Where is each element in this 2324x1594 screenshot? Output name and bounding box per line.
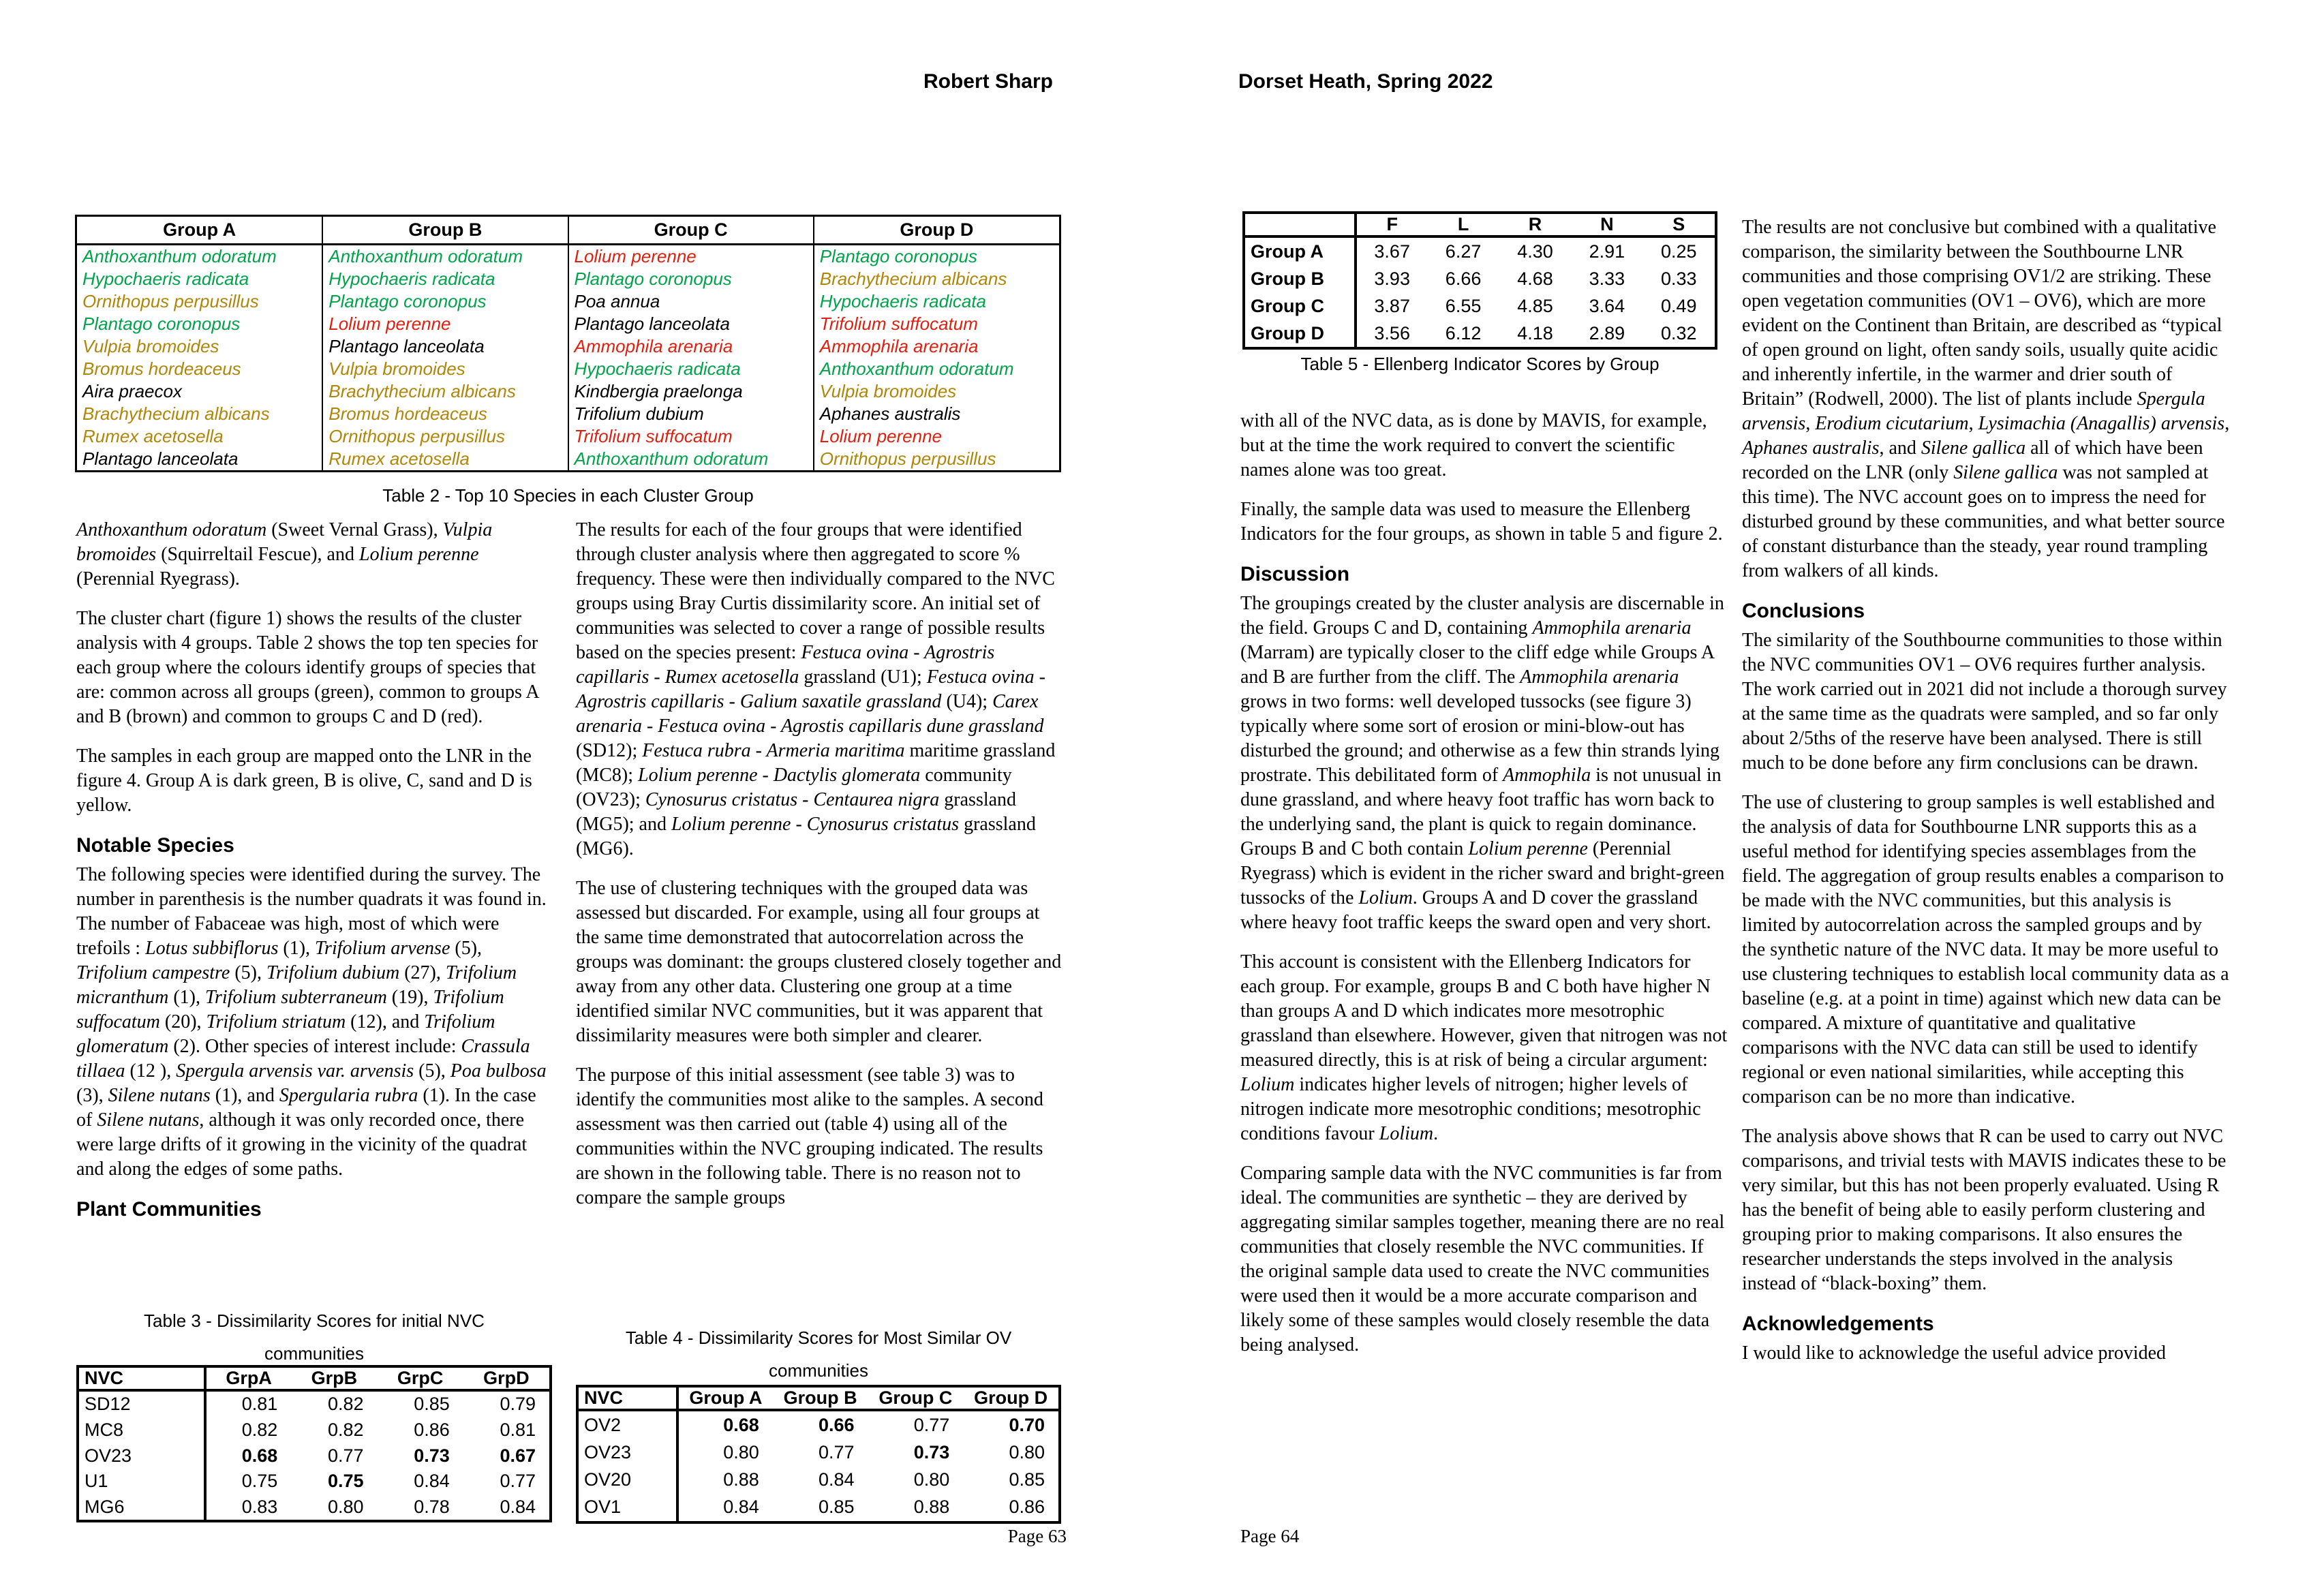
table-row bbox=[579, 1439, 1058, 1467]
value-cell: 0.77 bbox=[500, 1471, 536, 1492]
species-row bbox=[77, 425, 1059, 448]
column-header: S bbox=[1643, 214, 1715, 236]
value-cell: 4.18 bbox=[1517, 322, 1553, 343]
row-label: Group A bbox=[1245, 236, 1356, 265]
table-2-caption: Table 2 - Top 10 Species in each Cluster Group bbox=[382, 485, 754, 506]
table-row bbox=[579, 1467, 1058, 1494]
species-cell: Trifolium dubium bbox=[568, 403, 814, 425]
paragraph: The analysis above shows that R can be used to carry out NVC comparisons, and trivial tests with MAVIS indicates these to be very similar, but this has not been properly evaluated. Using R has the benefit of being able to easily perform clustering and grouping prior to making comparisons. It also ensures the researcher understands the steps involved in the analysis instead of “black-boxing” them. bbox=[1742, 1126, 2227, 1294]
row-label: Group D bbox=[1245, 320, 1356, 347]
value-cell: 0.25 bbox=[1661, 241, 1697, 262]
row-label: OV20 bbox=[579, 1467, 677, 1494]
table-row bbox=[1245, 292, 1715, 320]
value-cell: 0.84 bbox=[818, 1469, 855, 1490]
value-cell: 4.30 bbox=[1517, 241, 1553, 262]
species-cell: Hypochaeris radicata bbox=[322, 268, 568, 290]
paragraph: The results are not conclusive but combined with a qualitative comparison, the similarity between the Southbourne LNR communities and those comprising OV1/2 are striking. These open vegetation communities (OV1 – OV6), which are more evident on the Continent than Britain, are described as “typical of open ground on light, often sandy soils, usually quite acidic and inherently infertile, in the warmer and drier south of Britain” (Rodwell, 2000). The list of plants include Spergula arvensis, Erodium cicutarium, Lysimachia (Anagallis) arvensis, Aphanes australis, and Silene gallica all of which have been recorded on the LNR (only Silene gallica was not sampled at this time). The NVC account goes on to impress the need for disturbed ground by these communities, and what better source of constant disturbance than the steady, year round trampling from walkers of all kinds. bbox=[1742, 217, 2230, 581]
row-label: OV1 bbox=[579, 1494, 677, 1521]
table-row bbox=[1245, 320, 1715, 347]
table-3-caption bbox=[76, 1304, 552, 1370]
table-4-dissimilarity-ov bbox=[576, 1385, 1061, 1524]
page-number-63: Page 63 bbox=[1007, 1526, 1067, 1546]
species-cell: Hypochaeris radicata bbox=[814, 290, 1059, 313]
heading-plant-communities: Plant Communities bbox=[76, 1198, 262, 1221]
species-cell: Hypochaeris radicata bbox=[82, 269, 249, 290]
species-cell: Brachythecium albicans bbox=[814, 268, 1059, 290]
row-label: U1 bbox=[79, 1469, 205, 1495]
table-row bbox=[1245, 265, 1715, 292]
value-cell: 3.64 bbox=[1589, 295, 1625, 316]
species-group-header: Group B bbox=[322, 217, 568, 245]
paragraph: Finally, the sample data was used to measure the Ellenberg Indicators for the four groups, as shown in table 5 and figure 2. bbox=[1240, 499, 1723, 545]
value-cell: 0.83 bbox=[241, 1496, 278, 1517]
value-cell: 0.73 bbox=[414, 1445, 450, 1466]
species-cell: Ammophila arenaria bbox=[568, 335, 814, 358]
value-cell: 0.68 bbox=[723, 1414, 759, 1435]
column-header: GrpB bbox=[291, 1368, 377, 1390]
column-header: L bbox=[1427, 214, 1499, 236]
value-cell: 0.88 bbox=[723, 1469, 759, 1490]
value-cell: 0.81 bbox=[241, 1394, 278, 1415]
paragraph: with all of the NVC data, as is done by MAVIS, for example, but at the time the work required to convert the scientific names alone was too great. bbox=[1240, 410, 1707, 480]
species-group-header: Group C bbox=[568, 217, 814, 245]
paragraph: Comparing sample data with the NVC communities is far from ideal. The communities are synthetic – they are derived by aggregating similar samples together, meaning there are no real communities that closely resemble the NVC communities. If the original sample data used to create the NVC communities were used then it would be a more accurate comparison and likely some of these samples would closely resemble the data being analysed. bbox=[1240, 1163, 1725, 1355]
species-cell: Ornithopus perpusillus bbox=[82, 291, 259, 312]
paragraph: The following species were identified during the survey. The number in parenthesis is the number quadrats it was found in. The number of Fabaceae was high, most of which were trefoils : Lotus subbiflorus (1), Trifolium arvense (5), Trifolium campestre (5), Trifolium dubium (27), Trifolium micranthum (1), Trifolium subterraneum (19), Trifolium suffocatum (20), Trifolium striatum (12), and Trifolium glomeratum (2). Other species of interest include: Crassula tillaea (12 ), Spergula arvensis var. arvensis (5), Poa bulbosa (3), Silene nutans (1), and Spergularia rubra (1). In the case of Silene nutans, although it was only recorded once, there were large drifts of it growing in the vicinity of the quadrat and along the edges of some paths. bbox=[76, 864, 547, 1180]
species-cell: Rumex acetosella bbox=[322, 448, 568, 470]
column-header: N bbox=[1571, 214, 1642, 236]
species-row bbox=[77, 403, 1059, 425]
value-cell: 0.82 bbox=[327, 1420, 364, 1441]
row-label: OV2 bbox=[579, 1410, 677, 1439]
column-header bbox=[1245, 214, 1356, 236]
value-cell: 3.67 bbox=[1374, 241, 1410, 262]
value-cell: 0.68 bbox=[241, 1445, 278, 1466]
table-row bbox=[79, 1390, 549, 1417]
value-cell: 0.77 bbox=[818, 1442, 855, 1463]
row-label: Group C bbox=[1245, 292, 1356, 320]
row-label: MG6 bbox=[79, 1494, 205, 1520]
column-header: Group C bbox=[868, 1388, 964, 1410]
value-cell: 0.82 bbox=[327, 1394, 364, 1415]
caption-line: Table 3 - Dissimilarity Scores for initial NVC bbox=[144, 1311, 485, 1331]
table-5-caption: Table 5 - Ellenberg Indicator Scores by Group bbox=[1300, 354, 1660, 374]
species-cell: Bromus hordeaceus bbox=[82, 358, 241, 379]
species-cell: Plantago coronopus bbox=[814, 245, 1059, 269]
species-cell: Plantago coronopus bbox=[322, 290, 568, 313]
species-cell: Aira praecox bbox=[82, 380, 182, 401]
species-row bbox=[77, 335, 1059, 358]
paragraph: Anthoxanthum odoratum (Sweet Vernal Grass), Vulpia bromoides (Squirreltail Fescue), and Lolium perenne (Perennial Ryegrass). bbox=[76, 519, 493, 589]
species-cell: Brachythecium albicans bbox=[322, 380, 568, 403]
value-cell: 6.27 bbox=[1445, 241, 1482, 262]
value-cell: 0.84 bbox=[414, 1471, 450, 1492]
value-cell: 0.32 bbox=[1661, 322, 1697, 343]
column-header: GrpC bbox=[378, 1368, 463, 1390]
species-cell: Anthoxanthum odoratum bbox=[568, 448, 814, 470]
species-cell: Plantago coronopus bbox=[568, 268, 814, 290]
value-cell: 3.93 bbox=[1374, 268, 1410, 289]
species-row bbox=[77, 448, 1059, 470]
value-cell: 0.79 bbox=[500, 1394, 536, 1415]
species-cell: Trifolium suffocatum bbox=[568, 425, 814, 448]
column-header: NVC bbox=[579, 1388, 677, 1410]
value-cell: 0.81 bbox=[500, 1420, 536, 1441]
species-cell: Anthoxanthum odoratum bbox=[322, 245, 568, 269]
species-cell: Rumex acetosella bbox=[82, 425, 224, 446]
species-cell: Plantago lanceolata bbox=[82, 448, 239, 469]
value-cell: 0.86 bbox=[1009, 1497, 1045, 1518]
species-cell: Trifolium suffocatum bbox=[814, 313, 1059, 335]
value-cell: 0.85 bbox=[818, 1497, 855, 1518]
caption-line: communities bbox=[264, 1343, 364, 1364]
table-row bbox=[79, 1469, 549, 1495]
species-cell: Vulpia bromoides bbox=[814, 380, 1059, 403]
species-cell: Vulpia bromoides bbox=[82, 336, 219, 357]
value-cell: 4.85 bbox=[1517, 295, 1553, 316]
heading-discussion: Discussion bbox=[1240, 563, 1350, 585]
paragraph: The similarity of the Southbourne communities to those within the NVC communities OV1 – OV6 requires further analysis. The work carried out in 2021 did not include a thorough survey at the same time as the quadrats were sampled, and so far only about 2/5ths of the reserve have been analysed. There is still much to be done before any firm conclusions can be drawn. bbox=[1742, 630, 2227, 773]
species-group-header: Group A bbox=[77, 217, 322, 245]
species-row bbox=[77, 245, 1059, 269]
value-cell: 0.86 bbox=[414, 1420, 450, 1441]
value-cell: 3.87 bbox=[1374, 295, 1410, 316]
value-cell: 0.80 bbox=[1009, 1442, 1045, 1463]
value-cell: 0.82 bbox=[241, 1420, 278, 1441]
table-5-ellenberg bbox=[1242, 211, 1717, 350]
row-label: OV23 bbox=[579, 1439, 677, 1467]
species-cell: Plantago lanceolata bbox=[322, 335, 568, 358]
table-row bbox=[79, 1494, 549, 1520]
matrix-table bbox=[579, 1388, 1058, 1521]
value-cell: 0.80 bbox=[723, 1442, 759, 1463]
table-row bbox=[79, 1417, 549, 1443]
species-table bbox=[77, 217, 1059, 470]
species-cell: Lolium perenne bbox=[322, 313, 568, 335]
species-row bbox=[77, 313, 1059, 335]
species-cell: Anthoxanthum odoratum bbox=[814, 358, 1059, 380]
column-header: Group A bbox=[677, 1388, 773, 1410]
running-header-title: Dorset Heath, Spring 2022 bbox=[1238, 70, 1493, 93]
table-4-caption bbox=[576, 1321, 1061, 1387]
running-header-author: Robert Sharp bbox=[923, 70, 1053, 93]
value-cell: 0.67 bbox=[500, 1445, 536, 1466]
table-row bbox=[1245, 236, 1715, 265]
column-header: GrpA bbox=[205, 1368, 291, 1390]
value-cell: 0.84 bbox=[500, 1496, 536, 1517]
table-row bbox=[579, 1410, 1058, 1439]
table-row bbox=[579, 1494, 1058, 1521]
value-cell: 0.80 bbox=[327, 1496, 364, 1517]
species-cell: Ornithopus perpusillus bbox=[814, 448, 1059, 470]
species-row bbox=[77, 290, 1059, 313]
caption-line: Table 4 - Dissimilarity Scores for Most Similar OV bbox=[625, 1328, 1012, 1348]
value-cell: 0.77 bbox=[327, 1445, 364, 1466]
value-cell: 6.55 bbox=[1445, 295, 1482, 316]
paragraph: I would like to acknowledge the useful advice provided bbox=[1742, 1343, 2167, 1364]
value-cell: 0.75 bbox=[327, 1471, 364, 1492]
matrix-table bbox=[79, 1368, 549, 1520]
page64-left-column bbox=[1240, 409, 1728, 1373]
column-header: GrpD bbox=[463, 1368, 549, 1390]
value-cell: 0.85 bbox=[1009, 1469, 1045, 1490]
value-cell: 0.49 bbox=[1661, 295, 1697, 316]
value-cell: 0.66 bbox=[818, 1414, 855, 1435]
paragraph: The samples in each group are mapped onto the LNR in the figure 4. Group A is dark green, B is olive, C, sand and D is yellow. bbox=[76, 746, 532, 816]
paragraph: The use of clustering techniques with the grouped data was assessed but discarded. For example, using all four groups at the same time demonstrated that autocorrelation across the groups was dominant: the groups clustered closely together and away from any other data. Clustering one group at a time identified similar NVC communities, but it was apparent that dissimilarity measures were both simpler and clearer. bbox=[576, 878, 1062, 1046]
species-cell: Hypochaeris radicata bbox=[568, 358, 814, 380]
species-cell: Plantago lanceolata bbox=[568, 313, 814, 335]
value-cell: 0.78 bbox=[414, 1496, 450, 1517]
column-header: F bbox=[1356, 214, 1427, 236]
species-row bbox=[77, 380, 1059, 403]
column-header: R bbox=[1499, 214, 1571, 236]
value-cell: 0.85 bbox=[414, 1394, 450, 1415]
value-cell: 6.12 bbox=[1445, 322, 1482, 343]
species-cell: Bromus hordeaceus bbox=[322, 403, 568, 425]
species-cell: Plantago coronopus bbox=[82, 313, 241, 335]
matrix-table bbox=[1245, 214, 1715, 347]
species-cell: Vulpia bromoides bbox=[322, 358, 568, 380]
species-cell: Aphanes australis bbox=[814, 403, 1059, 425]
column-header: Group B bbox=[773, 1388, 868, 1410]
paragraph: The groupings created by the cluster analysis are discernable in the field. Groups C and D, containing Ammophila arenaria (Marram) are typically closer to the cliff edge while Groups A and B are further from the cliff. The Ammophila arenaria grows in two forms: well developed tussocks (see figure 3) typically where some sort of erosion or mini-blow-out has disturbed the ground; and otherwise as a few thin strands lying prostrate. This debilitated form of Ammophila is not unusual in dune grassland, and where heavy foot traffic has worn back to the underlying sand, the plant is quick to regain dominance. Groups B and C both contain Lolium perenne (Perennial Ryegrass) which is evident in the richer sward and bright-green tussocks of the Lolium. Groups A and D cover the grassland where heavy foot traffic keeps the sward open and very short. bbox=[1240, 593, 1725, 933]
paragraph: This account is consistent with the Ellenberg Indicators for each group. For example, groups B and C both have higher N than groups A and D which indicates more mesotrophic grassland than elsewhere. However, given that nitrogen was not measured directly, this is at risk of being a circular argument: Lolium indicates higher levels of nitrogen; higher levels of nitrogen indicate more mesotrophic conditions; mesotrophic conditions favour Lolium. bbox=[1240, 951, 1728, 1144]
value-cell: 0.73 bbox=[913, 1442, 950, 1463]
value-cell: 0.70 bbox=[1009, 1414, 1045, 1435]
value-cell: 0.75 bbox=[241, 1471, 278, 1492]
column-header: NVC bbox=[79, 1368, 205, 1390]
heading-acknowledgements: Acknowledgements bbox=[1742, 1313, 1934, 1335]
species-cell: Kindbergia praelonga bbox=[568, 380, 814, 403]
heading-notable-species: Notable Species bbox=[76, 834, 234, 857]
column-header: Group D bbox=[963, 1388, 1058, 1410]
value-cell: 0.33 bbox=[1661, 268, 1697, 289]
caption-line: communities bbox=[769, 1360, 868, 1381]
page63-left-column bbox=[76, 518, 553, 1227]
value-cell: 0.88 bbox=[913, 1497, 950, 1518]
value-cell: 6.66 bbox=[1445, 268, 1482, 289]
paragraph: The cluster chart (figure 1) shows the results of the cluster analysis with 4 groups. Table 2 shows the top ten species for each group where the colours identify groups of species that are: common across all groups (green), common to groups A and B (brown) and common to groups C and D (red). bbox=[76, 608, 539, 727]
paragraph: The purpose of this initial assessment (see table 3) was to identify the communities most alike to the samples. A second assessment was then carried out (table 4) using all of the communities within the NVC grouping indicated. The results are shown in the following table. There is no reason not to compare the sample groups bbox=[576, 1064, 1043, 1208]
species-cell: Lolium perenne bbox=[568, 245, 814, 269]
row-label: SD12 bbox=[79, 1390, 205, 1417]
page63-middle-column bbox=[576, 518, 1062, 1225]
species-cell: Ornithopus perpusillus bbox=[322, 425, 568, 448]
row-label: Group B bbox=[1245, 265, 1356, 292]
table-row bbox=[79, 1443, 549, 1469]
page-number-64: Page 64 bbox=[1240, 1526, 1300, 1546]
value-cell: 0.84 bbox=[723, 1497, 759, 1518]
value-cell: 0.77 bbox=[913, 1414, 950, 1435]
value-cell: 2.89 bbox=[1589, 322, 1625, 343]
species-cell: Ammophila arenaria bbox=[814, 335, 1059, 358]
species-cell: Brachythecium albicans bbox=[82, 403, 270, 424]
species-cell: Poa annua bbox=[568, 290, 814, 313]
value-cell: 2.91 bbox=[1589, 241, 1625, 262]
heading-conclusions: Conclusions bbox=[1742, 600, 1865, 622]
species-row bbox=[77, 358, 1059, 380]
page64-right-column bbox=[1742, 215, 2230, 1381]
value-cell: 4.68 bbox=[1517, 268, 1553, 289]
row-label: MC8 bbox=[79, 1417, 205, 1443]
row-label: OV23 bbox=[79, 1443, 205, 1469]
species-cell: Lolium perenne bbox=[814, 425, 1059, 448]
table-2-top-species bbox=[75, 215, 1061, 472]
value-cell: 0.80 bbox=[913, 1469, 950, 1490]
species-cell: Anthoxanthum odoratum bbox=[82, 246, 277, 267]
value-cell: 3.33 bbox=[1589, 268, 1625, 289]
value-cell: 3.56 bbox=[1374, 322, 1410, 343]
species-row bbox=[77, 268, 1059, 290]
paragraph: The use of clustering to group samples is well established and the analysis of data for Southbourne LNR supports this as a useful method for identifying species assemblages from the field. The aggregation of group results enables a comparison to be made with the NVC communities, but this analysis is limited by autocorrelation across the sampled groups and by the synthetic nature of the NVC data. It may be more useful to use clustering techniques to establish local community data as a baseline (e.g. at a point in time) against which new data can be compared. A mixture of quantitative and qualitative comparisons with the NVC data can still be used to identify regional or even national similarities, while accepting this comparison can be no more than indicative. bbox=[1742, 792, 2229, 1107]
paragraph: The results for each of the four groups that were identified through cluster analysis where then aggregated to score % frequency. These were then individually compared to the NVC groups using Bray Curtis dissimilarity score. An initial set of communities was selected to cover a range of possible results based on the species present: Festuca ovina - Agrostris capillaris - Rumex acetosella grassland (U1); Festuca ovina - Agrostris capillaris - Galium saxatile grassland (U4); Carex arenaria - Festuca ovina - Agrostis capillaris dune grassland (SD12); Festuca rubra - Armeria maritima maritime grassland (MC8); Lolium perenne - Dactylis glomerata community (OV23); Cynosurus cristatus - Centaurea nigra grassland (MG5); and Lolium perenne - Cynosurus cristatus grassland (MG6). bbox=[576, 519, 1056, 859]
table-3-dissimilarity-initial bbox=[76, 1365, 552, 1522]
species-group-header: Group D bbox=[814, 217, 1059, 245]
